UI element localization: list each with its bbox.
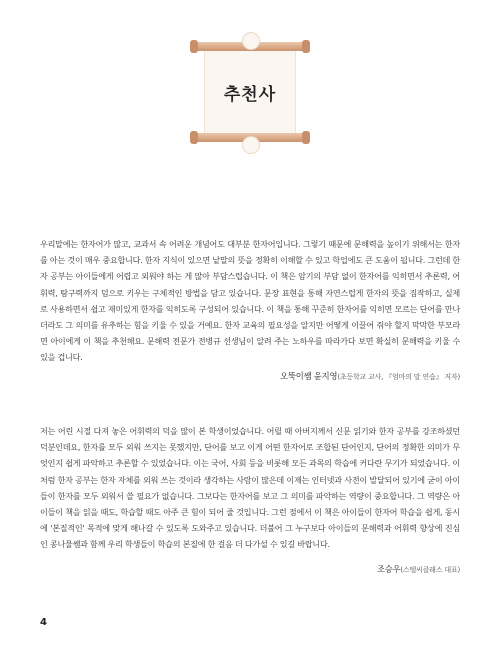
page-title: 추천사 [223,84,277,105]
scroll-paper [204,51,296,133]
recommender-name: 오뚝이쌤 윤지영 [280,370,338,381]
recommendation-text: 저는 어린 시절 다져 놓은 어휘력의 덕을 많이 본 학생이었습니다. 어릴 때 아버지께서 신문 읽기와 한자 공부를 강조하셨던 덕분인데요, 한자를 모두 외워 쓰지는 못했지만, 단어를 보고 이게 어떤 한자어로 조합된 단어인지, 단어의 정확한 의미가 무엇인지 쉽게 파악하고 추론할 수 있었습니다. 이는 국어, 사회 등을 비롯해 모든 과목의 학습에 커다란 무기가 되었습니다. 이처럼 한자 공부는 한자 자체를 외워 쓰는 것이라 생각하는 사람이 많은데 이제는 인터넷과 사전이 발달되어 있기에 굳이 아이들이 한자를 모두 외워서 쓸 필요가 없습니다. 그보다는 한자어를 보고 그 의미를 파악하는 역량이 중요합니다. 그 역량은 아이들이 책을 읽을 때도, 학습할 때도 아주 큰 힘이 되어 줄 것입니다. 그런 점에서 이 책은 아이들이 한자어 학습을 쉽게, 동시에 '본질적인' 목적에 맞게 해나갈 수 있도록 도와주고 있습니다. 더불어 그 누구보다 아이들의 문해력과 어휘력 향상에 진심인 콩나물쌤과 함께 우리 학생들이 학습의 본질에 한 걸음 더 다가설 수 있길 바랍니다. [40,426,460,550]
recommender-signature [40,563,460,575]
title-scroll [200,42,300,142]
scroll-knob-bottom [242,136,260,154]
recommendation-2 [40,423,460,575]
scroll-rod-bottom [194,133,306,142]
recommender-role: (초등학교 교사, 『엄마의 말 연습』 저자) [337,372,460,381]
recommender-role: (스텔씨클래스 대표) [400,565,460,574]
recommendation-text: 우리말에는 한자어가 많고, 교과서 속 어려운 개념어도 대부분 한자어입니다. 그렇기 때문에 문해력을 높이기 위해서는 한자를 아는 것이 매우 중요합니다. 한자 지식이 있으면 낱말의 뜻을 정확히 이해할 수 있고 학업에도 큰 도움이 됩니다. 그런데 한자 공부는 아이들에게 어렵고 외워야 하는 게 많아 부담스럽습니다. 이 책은 암기의 부담 없이 한자어를 익히면서 추론력, 어휘력, 탐구력까지 덤으로 키우는 구체적인 방법을 담고 있습니다. 문장 표현을 통해 자연스럽게 한자의 뜻을 짐작하고, 실제로 사용하면서 쉽고 재미있게 한자를 익히도록 구성되어 있습니다. 이 책을 통해 꾸준히 한자어를 익히면 모르는 단어를 만나더라도 그 의미를 유추하는 힘을 키울 수 있을 거예요. 한자 교육의 필요성을 알지만 어떻게 이끌어 줘야 할지 막막한 부모라면 아이에게 이 책을 추천해요. 문해력 전문가 전병규 선생님이 알려 주는 노하우를 따라가다 보면 확실히 문해력을 키울 수 있을 겁니다. [40,239,460,363]
recommender-name: 조승우 [376,563,401,574]
recommender-signature [40,370,460,382]
page-number: 4 [40,617,47,628]
scroll-rod-top [194,42,306,51]
recommendation-1 [40,236,460,382]
scroll-knob-top [242,32,260,50]
